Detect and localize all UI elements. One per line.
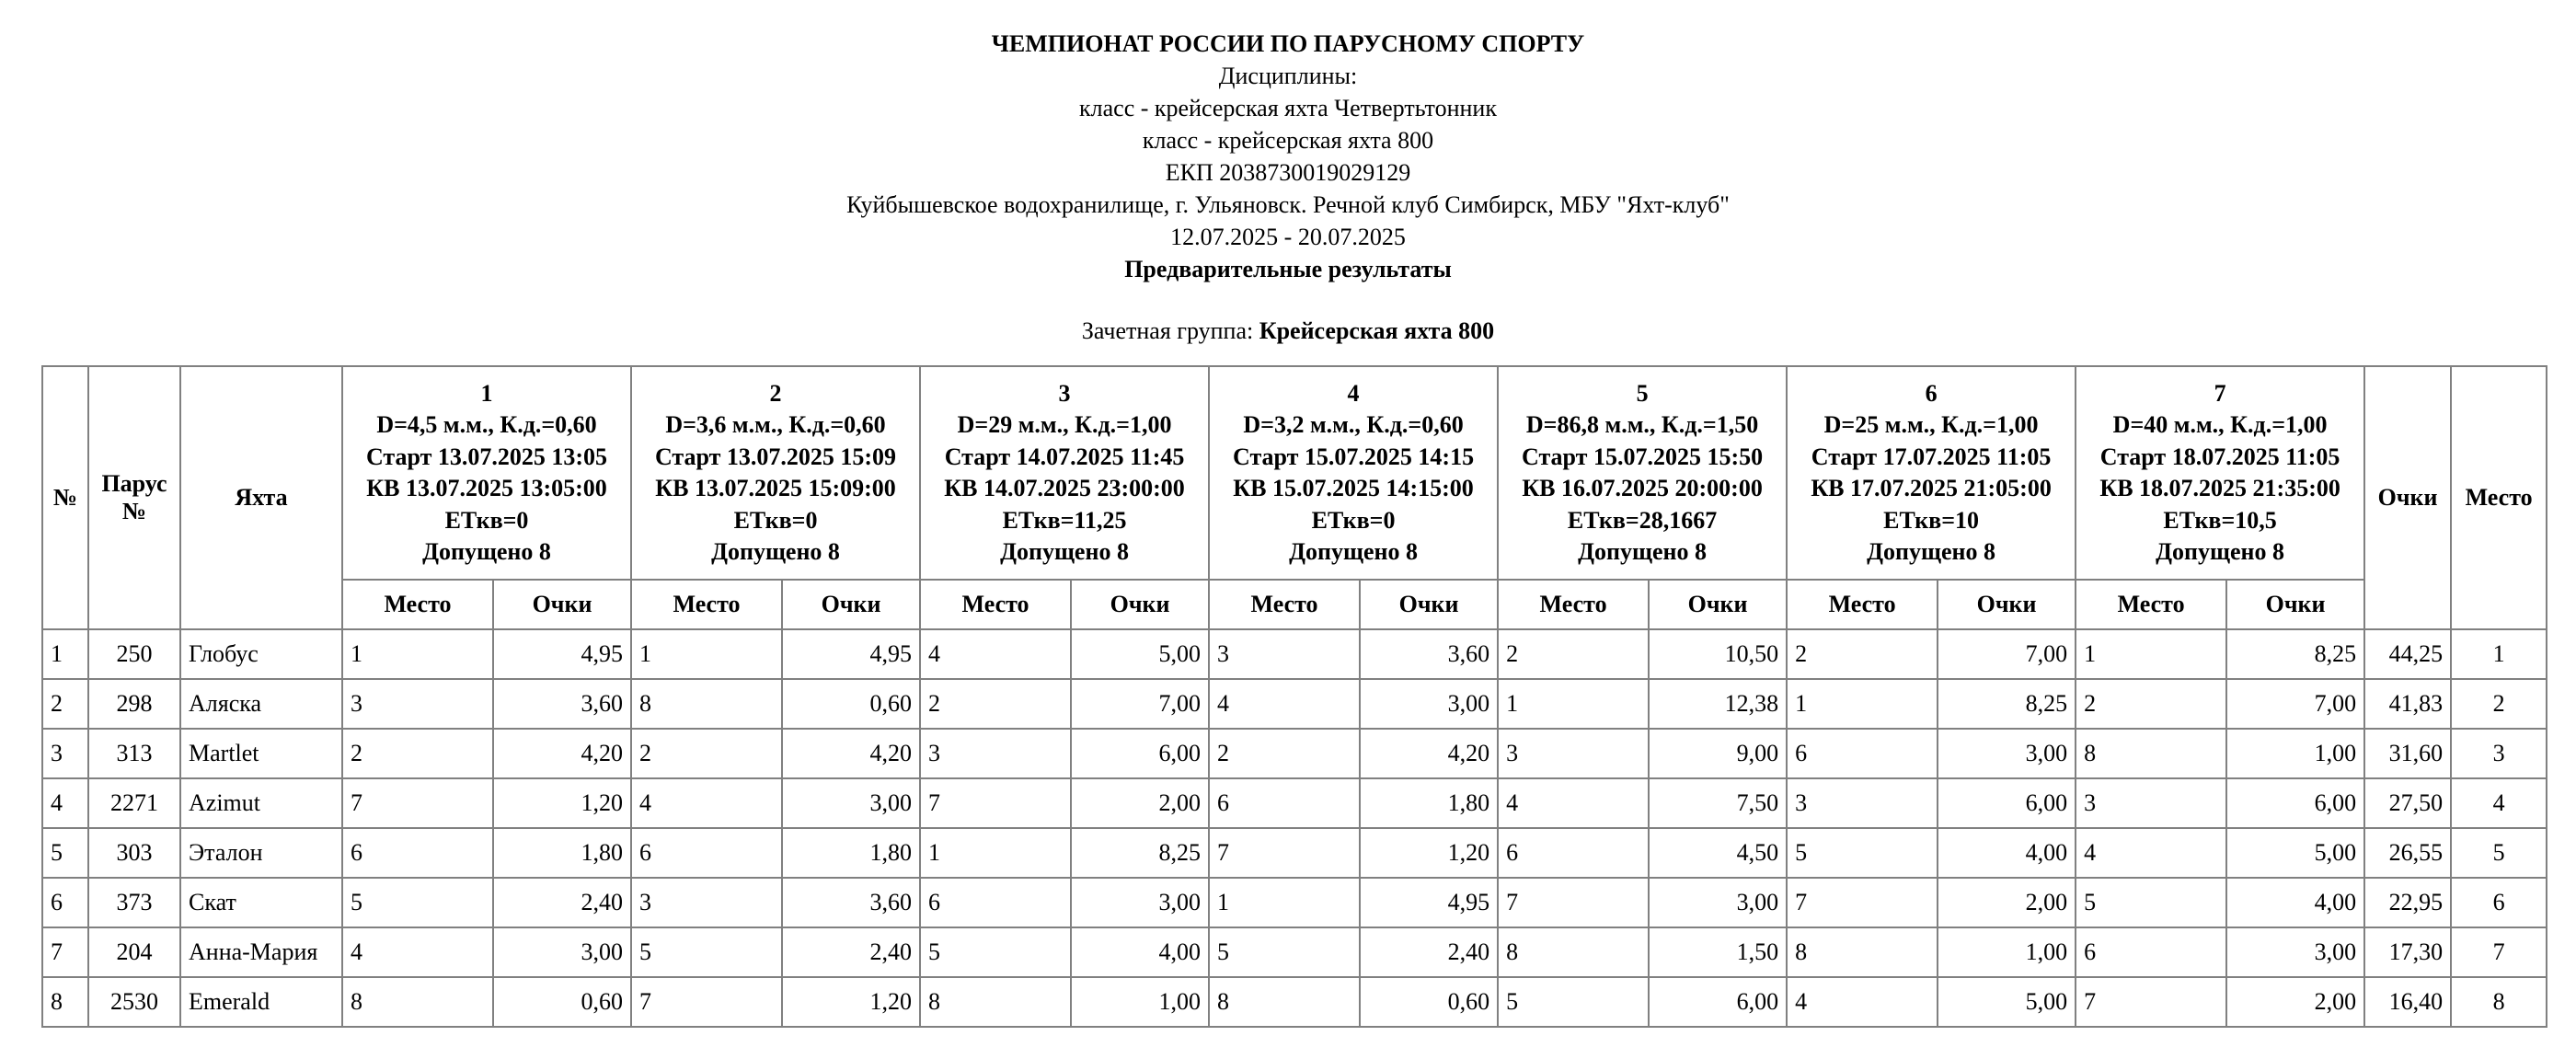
race-1-num: 1	[480, 379, 493, 407]
col-header-sail-line2: №	[121, 498, 147, 524]
col-header-sail-line1: Парус	[101, 470, 167, 497]
total-points: 27,50	[2364, 778, 2451, 828]
race-4-place: 2	[1209, 729, 1360, 778]
race-1-place: 8	[342, 977, 493, 1027]
yacht-name: Аляска	[180, 679, 342, 729]
sail-number: 298	[88, 679, 180, 729]
race-5-place-header: Место	[1498, 580, 1649, 629]
final-place: 7	[2451, 927, 2547, 977]
race-7-place-header: Место	[2076, 580, 2226, 629]
race-1-place: 3	[342, 679, 493, 729]
race-5-place: 7	[1498, 878, 1649, 927]
yacht-name: Анна-Мария	[180, 927, 342, 977]
race-7-place: 2	[2076, 679, 2226, 729]
total-points: 26,55	[2364, 828, 2451, 878]
race-1-place: 6	[342, 828, 493, 878]
race-3-points: 1,00	[1071, 977, 1209, 1027]
race-7-points: 7,00	[2226, 679, 2364, 729]
race-7-place: 7	[2076, 977, 2226, 1027]
results-label: Предварительные результаты	[1124, 256, 1452, 282]
final-place: 6	[2451, 878, 2547, 927]
race-header-4	[1209, 366, 1498, 580]
race-5-points: 3,00	[1649, 878, 1787, 927]
ekp-number: ЕКП 2038730019029129	[1165, 159, 1411, 186]
race-7-place: 8	[2076, 729, 2226, 778]
sail-number: 303	[88, 828, 180, 878]
table-row	[42, 878, 2547, 927]
yacht-name: Эталон	[180, 828, 342, 878]
race-4-et: ЕТкв=0	[1311, 506, 1396, 534]
race-4-place: 3	[1209, 629, 1360, 679]
race-6-et: ЕТкв=10	[1883, 506, 1980, 534]
final-place: 1	[2451, 629, 2547, 679]
race-4-points: 3,00	[1360, 679, 1498, 729]
race-2-place: 6	[631, 828, 782, 878]
race-2-points: 0,60	[782, 679, 920, 729]
results-table	[41, 365, 2547, 1028]
race-5-place: 6	[1498, 828, 1649, 878]
race-7-place: 1	[2076, 629, 2226, 679]
race-4-place-header: Место	[1209, 580, 1360, 629]
race-1-place: 1	[342, 629, 493, 679]
race-2-place: 1	[631, 629, 782, 679]
race-2-place: 3	[631, 878, 782, 927]
race-4-place: 1	[1209, 878, 1360, 927]
race-3-et: ЕТкв=11,25	[1002, 506, 1127, 534]
race-1-place: 7	[342, 778, 493, 828]
race-6-points: 1,00	[1938, 927, 2076, 977]
race-6-points: 2,00	[1938, 878, 2076, 927]
total-points: 16,40	[2364, 977, 2451, 1027]
race-2-kv: КВ 13.07.2025 15:09:00	[655, 475, 896, 501]
disciplines-label: Дисциплины:	[1218, 63, 1358, 89]
race-6-place: 4	[1787, 977, 1938, 1027]
sail-number: 373	[88, 878, 180, 927]
final-place: 4	[2451, 778, 2547, 828]
race-6-place: 2	[1787, 629, 1938, 679]
race-5-place: 2	[1498, 629, 1649, 679]
race-3-points: 3,00	[1071, 878, 1209, 927]
race-5-place: 4	[1498, 778, 1649, 828]
race-7-points: 5,00	[2226, 828, 2364, 878]
race-5-place: 1	[1498, 679, 1649, 729]
race-3-place: 8	[920, 977, 1071, 1027]
race-4-dist: D=3,2 м.м., К.д.=0,60	[1243, 411, 1464, 438]
table-row	[42, 977, 2547, 1027]
table-row	[42, 729, 2547, 778]
race-7-points-header: Очки	[2226, 580, 2364, 629]
race-4-place: 5	[1209, 927, 1360, 977]
race-7-points: 4,00	[2226, 878, 2364, 927]
total-points: 41,83	[2364, 679, 2451, 729]
race-6-points-header: Очки	[1938, 580, 2076, 629]
race-5-points: 12,38	[1649, 679, 1787, 729]
race-2-points: 3,00	[782, 778, 920, 828]
document-title: ЧЕМПИОНАТ РОССИИ ПО ПАРУСНОМУ СПОРТУ	[991, 30, 1585, 57]
race-3-points: 8,25	[1071, 828, 1209, 878]
race-7-place: 6	[2076, 927, 2226, 977]
race-2-admitted: Допущено 8	[711, 538, 840, 565]
yacht-name: Скат	[180, 878, 342, 927]
race-5-points: 9,00	[1649, 729, 1787, 778]
total-points: 31,60	[2364, 729, 2451, 778]
race-1-place: 2	[342, 729, 493, 778]
race-2-points: 1,80	[782, 828, 920, 878]
race-5-num: 5	[1636, 379, 1649, 407]
race-6-place: 7	[1787, 878, 1938, 927]
race-7-points: 8,25	[2226, 629, 2364, 679]
race-3-place: 6	[920, 878, 1071, 927]
race-4-admitted: Допущено 8	[1289, 538, 1418, 565]
row-number: 3	[42, 729, 88, 778]
race-1-dist: D=4,5 м.м., К.д.=0,60	[376, 411, 597, 438]
race-1-et: ЕТкв=0	[444, 506, 529, 534]
race-5-points-header: Очки	[1649, 580, 1787, 629]
race-2-place: 2	[631, 729, 782, 778]
race-6-place-header: Место	[1787, 580, 1938, 629]
race-2-num: 2	[769, 379, 782, 407]
header-row-subcolumns	[42, 580, 2547, 629]
race-2-place-header: Место	[631, 580, 782, 629]
race-1-points-header: Очки	[493, 580, 631, 629]
race-5-place: 3	[1498, 729, 1649, 778]
race-4-start: Старт 15.07.2025 14:15	[1233, 443, 1475, 470]
final-place: 5	[2451, 828, 2547, 878]
race-header-6	[1787, 366, 2076, 580]
race-5-points: 4,50	[1649, 828, 1787, 878]
race-7-place: 5	[2076, 878, 2226, 927]
race-5-points: 1,50	[1649, 927, 1787, 977]
race-1-points: 4,95	[493, 629, 631, 679]
race-header-7	[2076, 366, 2364, 580]
final-place: 8	[2451, 977, 2547, 1027]
race-2-points: 1,20	[782, 977, 920, 1027]
race-2-points: 4,95	[782, 629, 920, 679]
race-1-kv: КВ 13.07.2025 13:05:00	[366, 475, 607, 501]
race-4-kv: КВ 15.07.2025 14:15:00	[1233, 475, 1474, 501]
race-4-points: 2,40	[1360, 927, 1498, 977]
race-1-place: 5	[342, 878, 493, 927]
race-header-5	[1498, 366, 1787, 580]
race-4-place: 6	[1209, 778, 1360, 828]
race-7-points: 1,00	[2226, 729, 2364, 778]
race-3-place: 4	[920, 629, 1071, 679]
sail-number: 204	[88, 927, 180, 977]
total-points: 17,30	[2364, 927, 2451, 977]
race-1-points: 1,20	[493, 778, 631, 828]
col-header-final-place: Место	[2451, 366, 2547, 629]
results-table-container	[41, 365, 2540, 1028]
race-7-place: 4	[2076, 828, 2226, 878]
race-3-dist: D=29 м.м., К.д.=1,00	[957, 411, 1172, 438]
race-6-place: 8	[1787, 927, 1938, 977]
row-number: 4	[42, 778, 88, 828]
race-6-num: 6	[1925, 379, 1938, 407]
race-2-points: 4,20	[782, 729, 920, 778]
row-number: 6	[42, 878, 88, 927]
col-header-number: №	[42, 366, 88, 629]
race-3-points: 2,00	[1071, 778, 1209, 828]
race-2-dist: D=3,6 м.м., К.д.=0,60	[665, 411, 886, 438]
race-4-place: 4	[1209, 679, 1360, 729]
race-4-points: 1,20	[1360, 828, 1498, 878]
race-header-2	[631, 366, 920, 580]
table-row	[42, 778, 2547, 828]
race-4-points-header: Очки	[1360, 580, 1498, 629]
race-2-points-header: Очки	[782, 580, 920, 629]
final-place: 3	[2451, 729, 2547, 778]
document-header	[0, 0, 2576, 347]
race-1-start: Старт 13.07.2025 13:05	[365, 443, 608, 470]
yacht-name: Martlet	[180, 729, 342, 778]
race-3-place: 3	[920, 729, 1071, 778]
race-6-points: 6,00	[1938, 778, 2076, 828]
race-1-points: 3,60	[493, 679, 631, 729]
race-6-dist: D=25 м.м., К.д.=1,00	[1823, 411, 2039, 438]
race-6-kv: КВ 17.07.2025 21:05:00	[1811, 475, 2052, 501]
col-header-sail	[88, 366, 180, 629]
race-4-num: 4	[1347, 379, 1360, 407]
race-7-et: ЕТкв=10,5	[2163, 506, 2277, 534]
scoring-group	[0, 315, 2576, 347]
race-3-points-header: Очки	[1071, 580, 1209, 629]
race-header-1	[342, 366, 631, 580]
race-3-admitted: Допущено 8	[1000, 538, 1129, 565]
col-header-total-points: Очки	[2364, 366, 2451, 629]
race-6-place: 5	[1787, 828, 1938, 878]
venue: Куйбышевское водохранилище, г. Ульяновск. Речной клуб Симбирск, МБУ "Яхт-клуб"	[846, 191, 1730, 218]
race-5-start: Старт 15.07.2025 15:50	[1522, 443, 1764, 470]
race-2-points: 2,40	[782, 927, 920, 977]
race-1-points: 0,60	[493, 977, 631, 1027]
class-line-2: класс - крейсерская яхта 800	[1142, 127, 1434, 154]
table-body	[42, 629, 2547, 1027]
race-3-place: 7	[920, 778, 1071, 828]
race-1-points: 1,80	[493, 828, 631, 878]
race-7-points: 3,00	[2226, 927, 2364, 977]
race-6-points: 5,00	[1938, 977, 2076, 1027]
race-5-points: 7,50	[1649, 778, 1787, 828]
race-6-admitted: Допущено 8	[1867, 538, 1995, 565]
race-4-points: 1,80	[1360, 778, 1498, 828]
race-7-kv: КВ 18.07.2025 21:35:00	[2099, 475, 2340, 501]
race-6-place: 6	[1787, 729, 1938, 778]
race-2-place: 7	[631, 977, 782, 1027]
race-5-place: 8	[1498, 927, 1649, 977]
race-1-admitted: Допущено 8	[422, 538, 551, 565]
row-number: 2	[42, 679, 88, 729]
race-7-points: 2,00	[2226, 977, 2364, 1027]
race-6-points: 3,00	[1938, 729, 2076, 778]
race-6-place: 1	[1787, 679, 1938, 729]
yacht-name: Azimut	[180, 778, 342, 828]
race-4-place: 7	[1209, 828, 1360, 878]
yacht-name: Emerald	[180, 977, 342, 1027]
final-place: 2	[2451, 679, 2547, 729]
sail-number: 2271	[88, 778, 180, 828]
race-3-place: 5	[920, 927, 1071, 977]
race-2-place: 5	[631, 927, 782, 977]
row-number: 8	[42, 977, 88, 1027]
row-number: 7	[42, 927, 88, 977]
race-6-points: 8,25	[1938, 679, 2076, 729]
row-number: 5	[42, 828, 88, 878]
total-points: 22,95	[2364, 878, 2451, 927]
race-3-start: Старт 14.07.2025 11:45	[944, 443, 1185, 470]
race-4-place: 8	[1209, 977, 1360, 1027]
race-7-place: 3	[2076, 778, 2226, 828]
race-2-place: 4	[631, 778, 782, 828]
sail-number: 250	[88, 629, 180, 679]
race-7-dist: D=40 м.м., К.д.=1,00	[2112, 411, 2328, 438]
race-1-place: 4	[342, 927, 493, 977]
race-5-dist: D=86,8 м.м., К.д.=1,50	[1525, 411, 1759, 438]
table-row	[42, 679, 2547, 729]
table-header	[42, 366, 2547, 629]
race-5-points: 6,00	[1649, 977, 1787, 1027]
race-3-place-header: Место	[920, 580, 1071, 629]
race-5-admitted: Допущено 8	[1578, 538, 1707, 565]
total-points: 44,25	[2364, 629, 2451, 679]
sail-number: 2530	[88, 977, 180, 1027]
race-6-start: Старт 17.07.2025 11:05	[1811, 443, 2052, 470]
race-5-et: ЕТкв=28,1667	[1567, 506, 1718, 534]
race-6-place: 3	[1787, 778, 1938, 828]
yacht-name: Глобус	[180, 629, 342, 679]
race-2-start: Старт 13.07.2025 15:09	[654, 443, 897, 470]
race-3-num: 3	[1058, 379, 1071, 407]
race-7-start: Старт 18.07.2025 11:05	[2099, 443, 2340, 470]
race-6-points: 4,00	[1938, 828, 2076, 878]
scoring-group-label: Зачетная группа:	[1081, 317, 1259, 344]
race-5-kv: КВ 16.07.2025 20:00:00	[1522, 475, 1763, 501]
race-2-place: 8	[631, 679, 782, 729]
race-header-3	[920, 366, 1209, 580]
race-4-points: 4,20	[1360, 729, 1498, 778]
race-3-place: 1	[920, 828, 1071, 878]
race-5-points: 10,50	[1649, 629, 1787, 679]
event-dates: 12.07.2025 - 20.07.2025	[1170, 224, 1406, 250]
sail-number: 313	[88, 729, 180, 778]
race-2-et: ЕТкв=0	[733, 506, 818, 534]
race-1-place-header: Место	[342, 580, 493, 629]
race-3-kv: КВ 14.07.2025 23:00:00	[944, 475, 1185, 501]
race-3-points: 7,00	[1071, 679, 1209, 729]
race-1-points: 3,00	[493, 927, 631, 977]
race-1-points: 4,20	[493, 729, 631, 778]
row-number: 1	[42, 629, 88, 679]
race-7-num: 7	[2214, 379, 2226, 407]
race-7-points: 6,00	[2226, 778, 2364, 828]
race-4-points: 3,60	[1360, 629, 1498, 679]
race-2-points: 3,60	[782, 878, 920, 927]
class-line-1: класс - крейсерская яхта Четвертьтонник	[1079, 95, 1497, 121]
race-7-admitted: Допущено 8	[2156, 538, 2285, 565]
race-3-points: 5,00	[1071, 629, 1209, 679]
race-4-points: 0,60	[1360, 977, 1498, 1027]
scoring-group-name: Крейсерская яхта 800	[1259, 317, 1495, 344]
race-4-points: 4,95	[1360, 878, 1498, 927]
table-row	[42, 927, 2547, 977]
header-row-races	[42, 366, 2547, 580]
table-row	[42, 629, 2547, 679]
col-header-yacht: Яхта	[180, 366, 342, 629]
race-3-place: 2	[920, 679, 1071, 729]
race-1-points: 2,40	[493, 878, 631, 927]
table-row	[42, 828, 2547, 878]
race-5-place: 5	[1498, 977, 1649, 1027]
race-3-points: 4,00	[1071, 927, 1209, 977]
race-6-points: 7,00	[1938, 629, 2076, 679]
race-3-points: 6,00	[1071, 729, 1209, 778]
